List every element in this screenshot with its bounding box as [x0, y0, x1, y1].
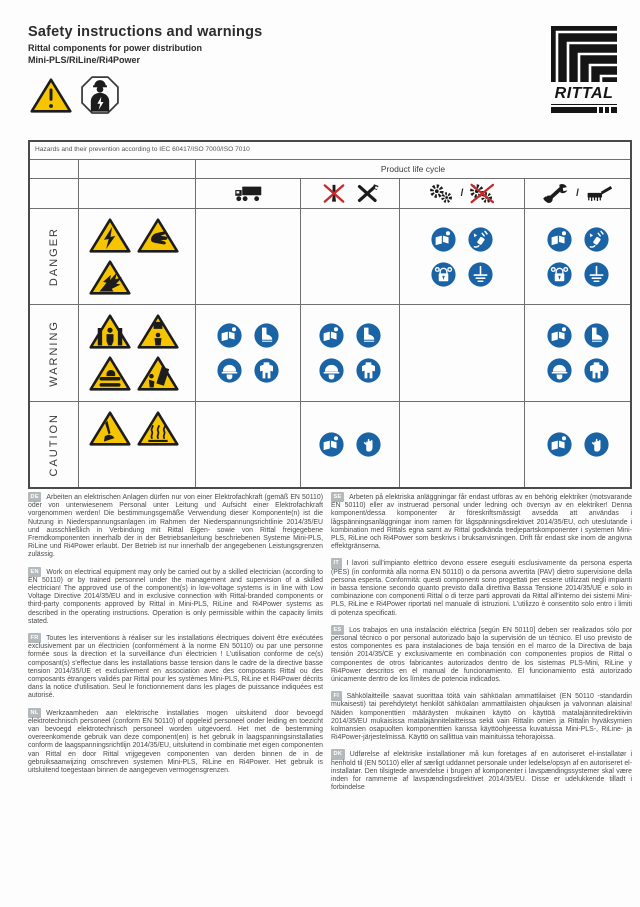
notes-column-right [331, 492, 632, 800]
notes-column-left [28, 492, 323, 782]
warning-transport-cell [196, 305, 301, 402]
head-protection-icon [318, 357, 345, 384]
page-subtitle: Rittal components for power distribution [28, 43, 202, 53]
operation-gears-icon [427, 182, 457, 205]
caution-hazard-icons [79, 402, 196, 487]
safety-note-fi [331, 691, 632, 742]
lang-badge-fr: FR [28, 633, 41, 643]
empty-cell [79, 179, 196, 209]
hazard-prevention-table [28, 140, 632, 489]
safety-note-it [331, 558, 632, 617]
read-manual-icon [318, 431, 345, 458]
danger-assembly-cell [301, 209, 400, 305]
earth-ground-icon [583, 261, 610, 288]
foot-protection-icon [253, 322, 280, 349]
protective-clothing-icon [355, 357, 382, 384]
hot-surface-hazard-icon [137, 410, 179, 447]
qualified-electrician-icon [79, 74, 121, 116]
empty-cell [30, 179, 79, 209]
explosion-hazard-icon [89, 259, 131, 296]
danger-maintenance-cell [525, 209, 630, 305]
phase-transport [196, 179, 301, 209]
transport-truck-icon [233, 182, 263, 205]
warning-hazard-icons [79, 305, 196, 402]
sharp-edge-hazard-icon [89, 410, 131, 447]
crush-hazard-icon [89, 313, 131, 350]
caution-operation-cell [400, 402, 525, 487]
note-text: Werkzaamheden aan elektrische installaties mogen uitsluitend door bevoegd elektrotechnisch personeel (conform EN 50110) of opgeleid personeel onder leiding en toezicht van bevoegd elektrotechnisch personeel worden uitgevoerd. Het met de bestemming overeenkomende gebruik van deze component(en) is het gebruik in laagspanningsinstallaties conform de laagspanningsrichtlijn 2014/35/EU, uitsluitend in combinatie met eigen componenten van Rittal en door Rittal vrijgegeven componenten van derden binnen de in de gebruiksaanwijzing omschreven systemen Mini-PLS, RiLine en Ri4Power. Het gebruik is uitsluitend toegestaan binnen de aangegeven vermogensgrenzen. [28, 709, 323, 775]
read-manual-icon [430, 226, 457, 253]
safety-note-de [28, 492, 323, 560]
note-text: Los trabajos en una instalación eléctrica [según EN 50110] deben ser realizados sólo por personal técnico o por personal autorizado bajo la supervisión de un técnico. El uso previsto de estos componentes es para instalaciones de baja tensión en el marco de la Directiva de baja tensión 2014/35/CE y exclusivamente en combinación con componentes propios de Rittal o componentes de otros fabricantes autorizados dentro de los sistemas PLS-Mini, RiLine y Ri4Power descritos en el manual de funcionamiento. El funcionamiento está autorizado únicamente dentro de los límites de potencia indicados. [331, 626, 632, 684]
product-line: Mini-PLS/RiLine/Ri4Power [28, 55, 141, 65]
head-protection-icon [216, 357, 243, 384]
read-manual-icon [318, 322, 345, 349]
safety-note-en [28, 567, 323, 626]
head-protection-icon [546, 357, 573, 384]
lang-badge-fi: FI [331, 691, 342, 701]
safety-note-dk [331, 749, 632, 792]
hand-protection-icon [355, 431, 382, 458]
row-label-caution: CAUTION [30, 402, 79, 487]
danger-transport-cell [196, 209, 301, 305]
hand-protection-icon [583, 431, 610, 458]
protective-clothing-icon [583, 357, 610, 384]
note-text: Toutes les interventions à réaliser sur les installations électriques doivent être exécutées exclusivement par un électricien (conformément à la norme EN 50110) ou par une personne formée sous la direction et la surveillance d'un électricien ! L'utilisation conforme de ce(s) composant(s) s'effectue dans les installations basse tension dans le cadre de la directive basse tension 2014/35/UE et exclusivement en association avec des composants Rittal ou des composants étrangers validés par Rittal pour les systèmes Mini-PLS, RiLine et Ri4Power décrits dans la notice d'utilisation. Seul le fonctionnement dans les plages de puissance indiquées est autorisé. [28, 635, 323, 700]
empty-cell [79, 160, 196, 179]
safety-note-es [331, 625, 632, 684]
rittal-logo [551, 26, 617, 113]
phase-separator: / [460, 188, 464, 199]
hand-crush-hazard-icon [89, 355, 131, 392]
disconnect-mains-icon [467, 226, 494, 253]
tipping-hazard-icon [137, 355, 179, 392]
safety-note-nl [28, 708, 323, 776]
safety-note-se [331, 492, 632, 551]
disconnect-mains-icon [583, 226, 610, 253]
lang-badge-es: ES [331, 625, 344, 635]
service-tool-icon [542, 182, 572, 205]
lockout-icon [546, 261, 573, 288]
electricity-hazard-icon [89, 217, 131, 254]
page-title: Safety instructions and warnings [28, 24, 263, 40]
no-unauthorised-work-icon [319, 182, 349, 205]
falling-load-hazard-icon [137, 313, 179, 350]
phase-assembly [301, 179, 400, 209]
foot-protection-icon [583, 322, 610, 349]
general-warning-icon [30, 77, 72, 114]
read-manual-icon [546, 322, 573, 349]
warning-assembly-cell [301, 305, 400, 402]
lang-badge-se: SE [331, 492, 344, 502]
caution-assembly-cell [301, 402, 400, 487]
read-manual-icon [546, 431, 573, 458]
earth-ground-icon [467, 261, 494, 288]
phase-maintenance [525, 179, 630, 209]
safety-note-fr [28, 633, 323, 701]
lang-badge-dk: DK [331, 749, 345, 759]
life-cycle-header: Product life cycle [196, 160, 630, 179]
rittal-wordmark: RITTAL [551, 82, 617, 105]
protective-clothing-icon [253, 357, 280, 384]
row-label-warning: WARNING [30, 305, 79, 402]
warning-operation-cell [400, 305, 525, 402]
lang-badge-nl: NL [28, 708, 41, 718]
lang-badge-de: DE [28, 492, 41, 502]
phase-separator: / [576, 188, 579, 199]
rittal-logo-bar [551, 107, 617, 113]
note-text: Arbeten på elektriska anläggningar får endast utföras av en behörig elektriker (motsvarande EN 50110) eller av instruerad personal under ledning och översyn av en elektriker! Denna komponent/dessa komponenter är föreskriftsmässigt avsedda att användas i lågspänningsanläggningar inom ramen för lågspänningsdirektivet 2014/35/EU, och uteslutande i kombination med Rittals egna samt av Rittal godkända tredjepartskomponenter i systemen Mini-PLS, RiLine och Ri4Power som beskrivs i bruksanvisningen. Drift får endast ske inom de angivna effektgränserna. [331, 494, 632, 551]
note-text: Arbeiten an elektrischen Anlagen dürfen nur von einer Elektrofachkraft (gemäß EN 50110) oder von unterwiesenem Personal unter Leitung und Aufsicht einer Elektrofachkraft vorgenommen werden! Die bestimmungsgemäße Verwendung dieser Komponente(n) ist die Nutzung in Niederspannungsanlagen im Rahmen der Niederspannungsrichtlinie 2014/35/EU und ausschließlich in Verbindung mit Rittal Eigen- sowie von Rittal freigegebene Fremdkomponenten innerhalb der in der Betriebsanleitung beschriebenen Systeme Mini-PLS, RiLine und Ri4Power erlaubt. Der Betrieb ist nur innerhalb der angegebenen Leistungsgrenzen zulässig. [28, 494, 323, 559]
lockout-icon [430, 261, 457, 288]
note-text: Sähkölaitteille saavat suorittaa töitä vain sähköalan ammattilaiset (EN 50110 -standardin mukaisesti) tai perehdytetyt henkilöt sähköalan ammattilaisten ohjauksen ja valvonnan alaisina! Näiden komponenttien määräysten mukainen käyttö on käyttöä matalajännitedirektiivin 2014/35/EU mukaisissa matalajännitelaitteissa sekä vain Rittalin omien ja Rittalin hyväksymien kolmansien osapuolten komponenttien kanssa käyttöohjeessa kuvatuissa Mini-PLS-, RiLine- ja Ri4Power-järjestelmissä. Käyttö on sallittua vain mainituissa tehorajoissa. [331, 693, 632, 742]
lang-badge-en: EN [28, 567, 41, 577]
caution-transport-cell [196, 402, 301, 487]
header-pictograms [30, 74, 121, 116]
read-manual-icon [546, 226, 573, 253]
danger-operation-cell [400, 209, 525, 305]
title-block [28, 24, 262, 65]
note-text: Udførelse af elektriske installationer må kun foretages af en autoriseret el-installatør i henhold til (EN 50110) eller af særligt uddannet personale under ledelse/opsyn af en autoriseret el-installatør. Den tilsigtede anvendelse i brugen af komponenter i lavspændingssystemer skal være inden for rammerne af lavspændingsdirektivet 2014/35/EU. Disse er udelukkende tilladt i forbindelse [331, 751, 632, 792]
electric-shock-hand-hazard-icon [137, 217, 179, 254]
no-operation-gears-icon [467, 182, 497, 205]
lang-badge-it: IT [331, 558, 342, 568]
phase-operation [400, 179, 525, 209]
danger-hazard-icons [79, 209, 196, 305]
note-text: I lavori sull'impianto elettrico devono essere eseguiti esclusivamente da persona esperta (PES) (in conformità alla norma EN 50110) o da persona avvertita (PAV) dietro supervisione della persona esperta. Conformità: questi componenti sono progettati per essere utilizzati negli impianti in bassa tensione secondo quanto previsto dalla direttiva Bassa Tensione 2014/35/UE e solo in combinazione con componenti Rittal o di terze parti approvati da Rittal all'interno dei sistemi Mini-PLS, RiLine e Ri4Power riportati nel manuale di istruzioni. L'utilizzo è consentito solo entro i limiti di potenza specificati. [331, 560, 632, 617]
caution-maintenance-cell [525, 402, 630, 487]
table-caption: Hazards and their prevention according to IEC 60417/ISO 7000/ISO 7010 [30, 142, 630, 160]
assembly-tools-icon [352, 182, 382, 205]
cleaning-brush-icon [583, 182, 613, 205]
read-manual-icon [216, 322, 243, 349]
row-label-danger: DANGER [30, 209, 79, 305]
empty-cell [30, 160, 79, 179]
warning-maintenance-cell [525, 305, 630, 402]
rittal-logo-mark [551, 26, 617, 82]
note-text: Work on electrical equipment may only be carried out by a skilled electrician (according to EN 50110) or by trained personnel under the management and supervision of a skilled electrician! The approved use of the component(s) in low-voltage systems is in line with Low Voltage Directive 2014/35/EU and in exclusive connection with Rittal-branded components or third-party components approved by Rittal in Mini-PLS, RiLine and Ri4Power systems as described in the operating instructions. Operation is only permissible within the capacity limits stated. [28, 568, 323, 625]
foot-protection-icon [355, 322, 382, 349]
